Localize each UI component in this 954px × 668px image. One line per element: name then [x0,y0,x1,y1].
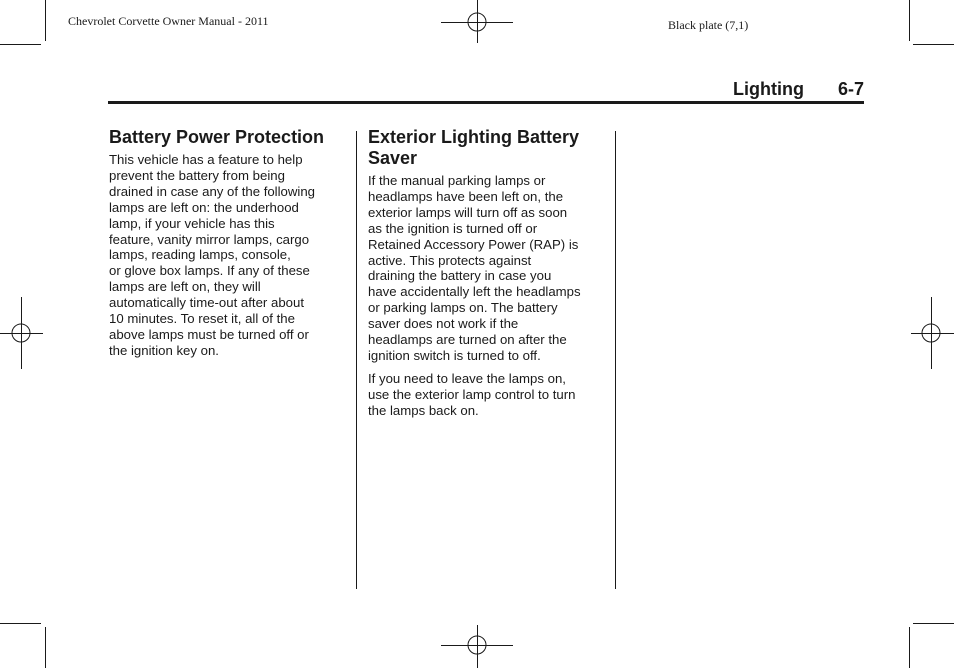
manual-title: Chevrolet Corvette Owner Manual - 2011 [68,14,269,28]
section-exterior-lighting-battery-saver [368,127,608,426]
section-heading: Battery Power Protection [109,127,325,147]
section-heading: Exterior Lighting Battery Saver [368,127,580,168]
header-rule [108,101,864,104]
page-number: 6-7 [837,79,864,99]
body-paragraph: If you need to leave the lamps on, use the exterior lamp control to turn the lamps back on. [368,370,576,418]
crop-mark [0,44,41,45]
column-divider [615,131,616,589]
section-battery-power-protection [109,127,349,366]
section-title: Lighting [733,79,804,99]
body-paragraph: If the manual parking lamps or headlamps have been left on, the exterior lamps will turn off as soon as the ignition is turned off or Retained Accessory Power (RAP) is active. This protects against draining the battery in case you have accidentally left the headlamps or parking lamps on. The battery saver does not work if the headlamps are turned on after the ignition switch is turned to off. [368,173,581,363]
crop-mark [913,44,954,45]
crop-mark [909,0,910,41]
column-divider [356,131,357,589]
crop-mark [909,627,910,668]
crop-mark [913,623,954,624]
crop-mark [0,623,41,624]
running-header [733,79,864,100]
body-paragraph: This vehicle has a feature to help prevent the battery from being drained in case any of the following lamps are left on: the underhood lamp, if your vehicle has this feature, vanity mirror lamps, cargo lamps, reading lamps, console, or glove box lamps. If any of these lamps are left on, they will automatically time-out after about 10 minutes. To reset it, all of the above lamps must be turned off or the ignition key on. [109,152,316,358]
plate-label: Black plate (7,1) [668,18,749,32]
crop-mark [45,627,46,668]
crop-mark [45,0,46,41]
